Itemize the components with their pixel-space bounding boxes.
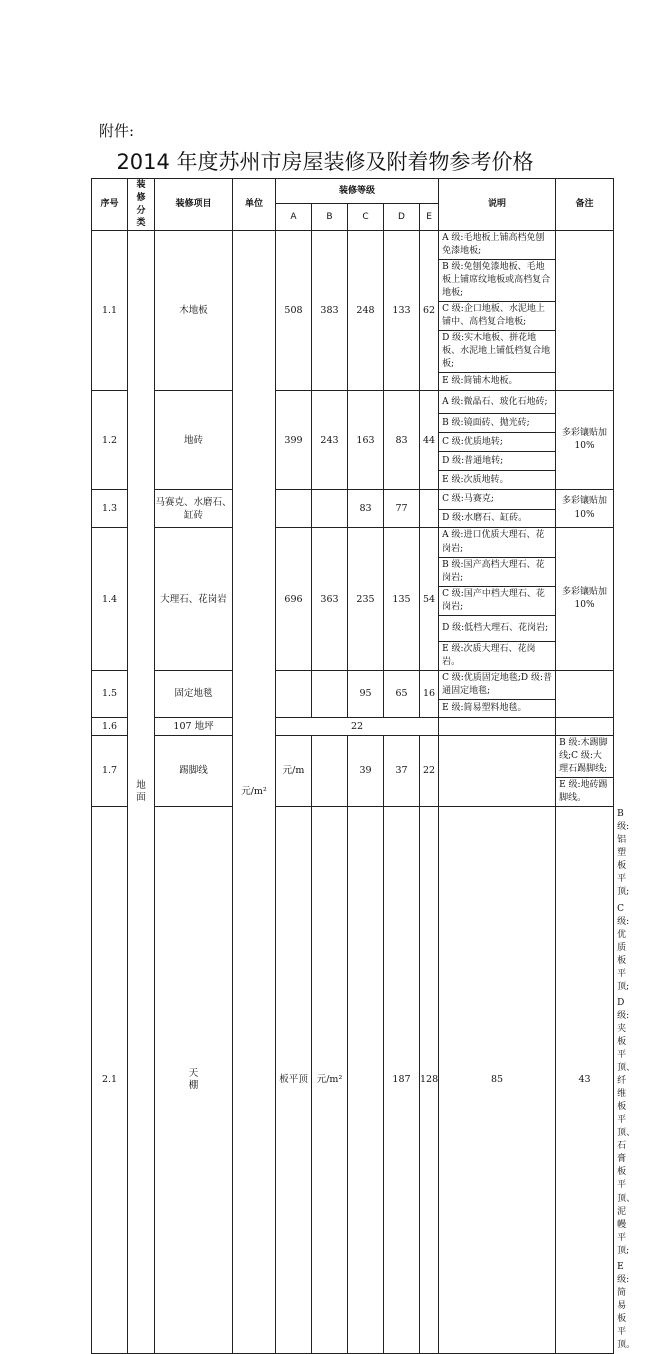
row-remark [556,670,614,717]
row-item: 马赛克、水磨石、缸砖 [155,490,233,528]
desc-line: E 级:次质地转。 [439,471,556,490]
row-no: 1.6 [92,717,128,735]
grade-c-value: 248 [348,231,384,391]
col-item-header: 装修项目 [155,179,233,231]
row-remark: 多彩镶贴加 10% [556,528,614,670]
grade-d-value: 22 [420,735,439,806]
grade-d-value: 133 [384,231,420,391]
unit-m: 元/m [276,735,312,806]
desc-line: B 级:免刨免漆地板、毛地板上铺席纹地板或高档复合地板; [439,260,556,302]
table-row [92,391,614,414]
col-category-header [128,179,155,231]
grade-a-value [276,490,312,528]
row-item: 板平顶 [276,807,312,1354]
category-floor [128,231,155,1354]
grade-c-header: C [348,204,384,231]
grade-e-value: 44 [420,391,439,490]
grade-a-value: 696 [276,528,312,670]
row-remark [556,717,614,735]
grade-a-value [276,670,312,717]
grade-d-value: 65 [384,670,420,717]
table-row [92,231,614,260]
col-no-header: 序号 [92,179,128,231]
table-row [92,528,614,557]
unit-sqm: 元/m² [233,231,276,1354]
row-no: 1.3 [92,490,128,528]
unit-sqm: 元/m² [312,807,348,1354]
grade-e-value [439,735,556,806]
desc-line: E 级:地砖踢脚线。 [556,778,614,807]
row-no: 1.7 [92,735,128,806]
grade-a-header: A [276,204,312,231]
col-remark-header: 备注 [556,179,614,231]
desc-line: A 级:毛地板上铺高档免刨免漆地板; [439,231,556,260]
category-floor-text: 地面 [136,780,146,804]
grade-a-value: 508 [276,231,312,391]
row-no: 1.2 [92,391,128,490]
row-no: 1.4 [92,528,128,670]
grade-a-value [312,735,348,806]
desc-line: C 级:国产中档大理石、花岗岩; [439,586,556,615]
col-unit-header: 单位 [233,179,276,231]
page-title: 2014 年度苏州市房屋装修及附着物参考价格 [116,150,534,174]
grade-a-value: 399 [276,391,312,490]
grade-e-value: 43 [556,807,614,1354]
grade-b-value: 39 [348,735,384,806]
table-row [92,490,614,510]
desc-line: A 级:微晶石、玻化石地砖; [439,391,556,414]
col-category-header-text: 装修分类 [136,180,146,229]
desc-line: B 级:国产高档大理石、花岗岩; [439,557,556,586]
price-table: 序号 装修分类 装修项目 单位 装修等级 说明 备注 A B C D E 1.1 地面 木地板 元/m² 508 383 248 133 62 A 级:毛地板上铺高档免刨免漆地板; B 级:免刨免漆地板、毛地板上铺席纹地板或高档复合地板; C 级:企口地板、水泥地上铺中、高档复合地板; D 级:实木地板、拼花地板、水泥地上铺低档复合地板; E 级:简铺木地板。 1.2 地砖 399 243 163 83 44 A 级:微晶石、玻化石地砖; 多彩镶贴加 10% B 级:镜面砖、抛光砖; C 级:优质地转; D 级:普通地转; E 级:次质地转。 1.3 马赛克、水磨石、缸砖 83 77 C 级:马赛克; 多彩镶贴加 10% D 级:水磨石、缸砖。 1.4 大理石、花岗岩 696 363 235 135 54 A 级:进口优质大理石、花岗岩; 多彩镶贴加 10% B 级:国产高档大理石、花岗岩; C 级:国产中档大理石、花岗岩; D 级:低档大理石、花岗岩; E 级:次质大理石、花岗岩。 1.5 固定地毯 95 65 16 C 级:优质固定地毯;D 级:普通固定地毯; E 级:简易塑料地毯。 1.6 107 地坪 22 1.7 踢脚线 元/m 39 37 22 B 级:木踢脚线;C 级:大理石踢脚线; E 级:地砖踢脚线。 2.1 天棚 板平顶 元/m² 187 128 85 43 B 级:铝塑板平顶; C 级:优质板平顶; D 级:夹板平顶、纤维板平顶、石膏板平顶、泥幔平顶; E 级:简易板平顶。 [91,178,614,1354]
grade-e-value [420,490,439,528]
row-item: 踢脚线 [155,735,233,806]
grade-c-value: 163 [348,391,384,490]
grade-c-value: 128 [420,807,439,1354]
grade-b-value: 383 [312,231,348,391]
table-row [92,670,614,699]
table-row [92,735,614,777]
row-no: 1.5 [92,670,128,717]
grade-c-value: 95 [348,670,384,717]
row-no: 2.1 [92,807,128,1354]
row-remark [556,231,614,391]
grade-a-value [348,807,384,1354]
desc-line: D 级:低档大理石、花岗岩; [439,615,556,641]
row-item: 地砖 [155,391,233,490]
row-item: 107 地坪 [155,717,233,735]
table-row [92,717,614,735]
category-ceiling [155,807,233,1354]
grade-b-value: 187 [384,807,420,1354]
header-row [92,179,614,204]
desc-line: E 级:简铺木地板。 [439,373,556,391]
desc-line: B 级:木踢脚线;C 级:大理石踢脚线; [556,735,614,777]
row-remark: 多彩镶贴加 10% [556,490,614,528]
desc-line: B 级:镜面砖、抛光砖; [439,414,556,433]
grade-e-value: 54 [420,528,439,670]
grade-e-value: 16 [420,670,439,717]
grade-d-value: 85 [439,807,556,1354]
grade-e-header: E [420,204,439,231]
row-item: 大理石、花岗岩 [155,528,233,670]
col-grade-header: 装修等级 [276,179,439,204]
row-value: 22 [276,717,439,735]
grade-b-value: 243 [312,391,348,490]
grade-b-value [312,670,348,717]
row-item: 木地板 [155,231,233,391]
desc-line: C 级:优质固定地毯;D 级:普通固定地毯; [439,670,556,699]
desc-line: C 级:优质地转; [439,433,556,452]
row-item: 固定地毯 [155,670,233,717]
grade-e-value: 62 [420,231,439,391]
grade-b-header: B [312,204,348,231]
grade-b-value: 363 [312,528,348,670]
desc-line: D 级:普通地转; [439,452,556,471]
grade-d-value: 83 [384,391,420,490]
desc-line: D 级:实木地板、拼花地板、水泥地上铺低档复合地板; [439,331,556,373]
grade-d-header: D [384,204,420,231]
grade-d-value: 77 [384,490,420,528]
table-row: 2.1 天棚 板平顶 元/m² 187 128 85 43 B 级:铝塑板平顶; [92,807,614,901]
grade-c-value: 37 [384,735,420,806]
grade-c-value: 83 [348,490,384,528]
row-no: 1.1 [92,231,128,391]
desc-line: C 级:马赛克; [439,490,556,510]
desc-line: C 级:企口地板、水泥地上铺中、高档复合地板; [439,302,556,331]
row-remark: 多彩镶贴加 10% [556,391,614,490]
desc-empty [439,717,556,735]
category-ceiling-text: 天棚 [188,1068,199,1092]
col-desc-header: 说明 [439,179,556,231]
grade-c-value: 235 [348,528,384,670]
desc-line: A 级:进口优质大理石、花岗岩; [439,528,556,557]
grade-d-value: 135 [384,528,420,670]
desc-line: E 级:次质大理石、花岗岩。 [439,641,556,670]
attachment-label: 附件: [99,122,135,140]
grade-b-value [312,490,348,528]
desc-line: E 级:简易塑料地毯。 [439,699,556,717]
desc-line: D 级:水磨石、缸砖。 [439,510,556,528]
